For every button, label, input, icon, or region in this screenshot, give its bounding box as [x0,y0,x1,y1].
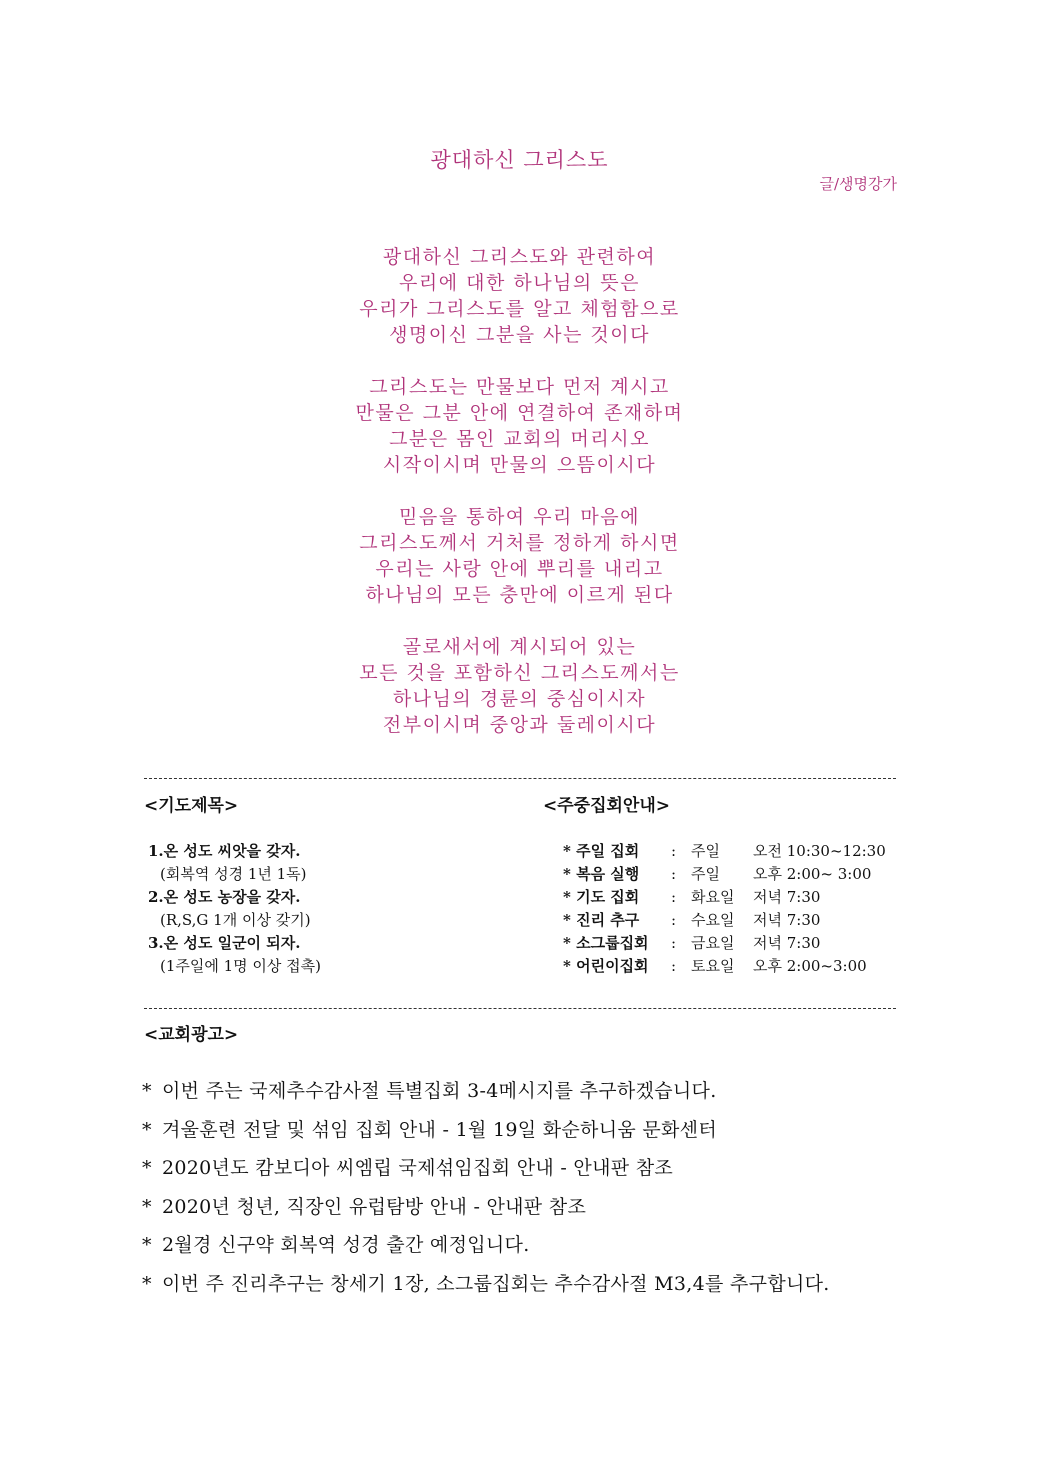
prayer-heading: <기도제목> [144,796,239,816]
meeting-colon: : [671,934,677,952]
meeting-row [563,840,886,863]
poem-body [0,244,1039,764]
divider-bottom [144,1008,896,1009]
notice-text: 겨울훈련 전달 및 섞임 집회 안내 - 1월 19일 화순하니움 문화센터 [162,1118,717,1141]
poem-line: 믿음을 통하여 우리 마음에 [398,506,640,528]
meeting-row [563,863,886,886]
poem-line: 우리가 그리스도를 알고 체험함으로 [359,298,680,320]
meeting-colon: : [671,842,677,860]
meeting-bullet: * [563,957,571,975]
poem-stanza [0,504,1039,608]
notice-text: 이번 주는 국제추수감사절 특별집회 3-4메시지를 추구하겠습니다. [162,1080,717,1102]
prayer-item-note: (회복역 성경 1년 1독) [160,865,307,883]
notice-item [142,1188,830,1227]
meeting-colon: : [671,957,677,975]
meeting-time: 저녁 7:30 [753,911,821,929]
poem-author: 글/생명강가 [819,175,897,193]
notice-bullet: * [142,1157,152,1179]
notice-bullet: * [142,1272,152,1295]
poem-line: 생명이신 그분을 사는 것이다 [389,324,650,346]
poem-line: 하나님의 경륜의 중심이시자 [392,688,647,710]
meeting-name-text: 진리 추구 [576,911,640,929]
notice-bullet: * [142,1195,152,1218]
meeting-day: 금요일 [691,934,735,952]
meeting-day: 화요일 [691,888,735,906]
meeting-name-text: 주일 집회 [576,842,640,860]
meeting-name [563,886,671,909]
meeting-colon: : [671,911,677,929]
meeting-name-text: 기도 집회 [576,888,640,906]
meeting-name-text: 어린이집회 [576,957,649,975]
meeting-name [563,909,671,932]
meeting-name-text: 복음 실행 [576,865,640,883]
meetings-table [563,840,886,978]
meeting-time: 저녁 7:30 [753,888,821,906]
meeting-time: 오후 2:00~ 3:00 [753,865,872,883]
notice-item [142,1265,830,1304]
poem-line: 만물은 그분 안에 연결하여 존재하며 [355,402,684,424]
notice-bullet: * [142,1080,152,1102]
meeting-day: 수요일 [691,911,735,929]
meeting-day: 토요일 [691,957,735,975]
meeting-bullet: * [563,842,571,860]
notice-item [142,1072,830,1111]
meeting-day: 주일 [691,842,720,860]
poem-line: 우리는 사랑 안에 뿌리를 내리고 [375,558,664,580]
meeting-bullet: * [563,934,571,952]
notice-text: 2020년 청년, 직장인 유럽탐방 안내 - 안내판 참조 [162,1195,587,1218]
meeting-row [563,909,886,932]
meeting-time: 오후 2:00~3:00 [753,957,867,975]
meeting-bullet: * [563,865,571,883]
notice-bullet: * [142,1118,152,1141]
notice-item [142,1149,830,1188]
meeting-colon: : [671,865,677,883]
poem-line: 그리스도는 만물보다 먼저 계시고 [369,376,670,398]
poem-stanza [0,634,1039,738]
meeting-name-text: 소그룹집회 [576,934,649,952]
prayer-item-note: (1주일에 1명 이상 접촉) [160,957,322,975]
prayer-list [148,840,321,978]
notice-text: 2020년도 캄보디아 씨엠립 국제섞임집회 안내 - 안내판 참조 [162,1157,674,1179]
prayer-item-note: (R,S,G 1개 이상 갖기) [160,911,311,929]
divider-top [144,778,896,779]
meeting-time: 저녁 7:30 [753,934,821,952]
meeting-bullet: * [563,888,571,906]
meeting-time: 오전 10:30~12:30 [753,842,886,860]
notice-text: 이번 주 진리추구는 창세기 1장, 소그룹집회는 추수감사절 M3,4를 추구합니다. [162,1272,830,1295]
notice-bullet: * [142,1234,152,1256]
poem-title: 광대하신 그리스도 [430,148,609,172]
poem-stanza [0,374,1039,478]
meeting-name [563,932,671,955]
poem-line: 골로새서에 계시되어 있는 [402,636,637,658]
poem-line: 그리스도께서 거처를 정하게 하시면 [359,532,680,554]
meeting-row [563,932,886,955]
poem-line: 전부이시며 중앙과 둘레이시다 [382,714,657,736]
poem-line: 모든 것을 포함하신 그리스도께서는 [359,662,680,684]
meeting-colon: : [671,888,677,906]
notice-item [142,1111,830,1150]
prayer-item-title: 2.온 성도 농장을 갖자. [148,888,301,906]
meeting-bullet: * [563,911,571,929]
prayer-item-title: 1.온 성도 씨앗을 갖자. [148,842,301,860]
poem-stanza [0,244,1039,348]
meetings-heading: <주중집회안내> [543,796,671,816]
poem-line: 시작이시며 만물의 으뜸이시다 [382,454,657,476]
meeting-day: 주일 [691,865,720,883]
poem-line: 하나님의 모든 충만에 이르게 된다 [365,584,674,606]
meeting-name [563,840,671,863]
meeting-name [563,863,671,886]
notice-text: 2월경 신구약 회복역 성경 출간 예정입니다. [162,1234,530,1256]
poem-line: 우리에 대한 하나님의 뜻은 [398,272,640,294]
notices-list [142,1072,830,1303]
meeting-row [563,955,886,978]
notice-item [142,1226,830,1265]
meeting-row [563,886,886,909]
poem-line: 광대하신 그리스도와 관련하여 [382,246,657,268]
meeting-name [563,955,671,978]
poem-line: 그분은 몸인 교회의 머리시오 [389,428,650,450]
prayer-item-title: 3.온 성도 일군이 되자. [148,934,301,952]
notices-heading: <교회광고> [144,1025,239,1045]
